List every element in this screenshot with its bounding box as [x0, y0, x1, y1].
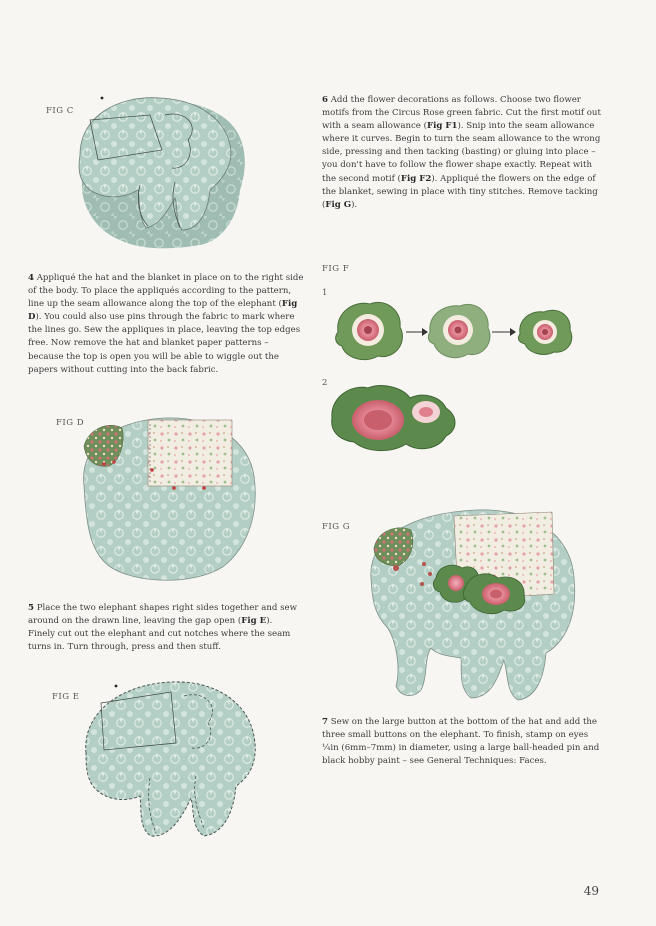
step-4-text-part1: Appliqué the hat and the blanket in place on to the right side of the body. To place the appliqués according to the pattern, line up the seam allowance along the top of the elephant (	[28, 273, 304, 310]
step-5-text-part2: ). Finely cut out the elephant and cut notches where the seam turns in. Turn through, press and then stuff.	[28, 616, 291, 653]
fig-g-finished-elephant-illustration	[366, 508, 578, 706]
step-4-fig-ref: Fig D	[28, 299, 298, 323]
fig-g-label: FIG G	[322, 522, 351, 532]
step-5-text	[28, 602, 298, 654]
step-4-text	[28, 272, 306, 377]
fig-f-label: FIG F	[322, 264, 350, 274]
flower-motif-1	[336, 302, 403, 359]
step-6-text-part4: ).	[351, 199, 358, 210]
fig-f2-flower-motif-illustration	[328, 378, 468, 458]
step-6-text	[322, 94, 602, 212]
step-6-number: 6	[322, 95, 328, 105]
fig-d-elephant-illustration	[74, 416, 258, 586]
step-6-text-part3: ). Appliqué the flowers on the edge of the blanket, sewing in place with tiny stitches. Remove tacking (	[322, 173, 598, 210]
flower-motif-2	[428, 304, 490, 357]
fig-e-elephant-illustration	[76, 678, 260, 846]
page-number: 49	[583, 884, 599, 898]
fig-f1-label: 1	[322, 288, 328, 298]
step-7-number: 7	[322, 717, 328, 727]
step-6-fig-ref-3: Fig G	[325, 199, 352, 210]
step-6-fig-ref-2: Fig F2	[400, 173, 432, 184]
fig-c-label: FIG C	[46, 106, 74, 116]
fig-f1-flower-sequence-illustration	[330, 292, 610, 372]
step-7-text	[322, 716, 602, 768]
fig-d-label: FIG D	[56, 418, 85, 428]
step-7-text-part1: Sew on the large button at the bottom of the hat and add the three small buttons on the elephant. To finish, stamp on eyes ¼in (6mm–7mm) in diameter, using a large ball-headed pin and black hobby paint – see General Techniques: Faces.	[322, 717, 600, 767]
step-4-text-part2: ). You could also use pins through the fabric to mark where the lines go. Sew the appliques in place, leaving the top edges free. Now remove the hat and blanket paper patterns – because the top is open you will be able to wiggle out the papers without cutting into the back fabric.	[28, 312, 301, 375]
fig-c-elephant-illustration	[60, 90, 250, 250]
step-6-text-part1: Add the flower decorations as follows. Choose two flower motifs from the Circus Rose green fabric. Cut the first motif out with a seam allowance (	[322, 95, 601, 132]
flower-motif-3	[518, 310, 571, 354]
step-6-fig-ref-1: Fig F1	[426, 121, 458, 132]
step-5-fig-ref: Fig E	[241, 616, 267, 627]
step-4-number: 4	[28, 273, 34, 283]
step-5-number: 5	[28, 603, 34, 613]
step-6-text-part2: ). Snip into the seam allowance where it curves. Begin to turn the seam allowance to the wrong side, pressing and then tacking (basting) or gluing into place – you don't have to follow the flower shape exactly. Repeat with the second motif (	[322, 121, 601, 184]
step-5-text-part1: Place the two elephant shapes right sides together and sew around on the drawn line, leaving the gap open (	[28, 603, 297, 627]
fig-f2-label: 2	[322, 378, 328, 388]
fig-e-label: FIG E	[52, 692, 80, 702]
